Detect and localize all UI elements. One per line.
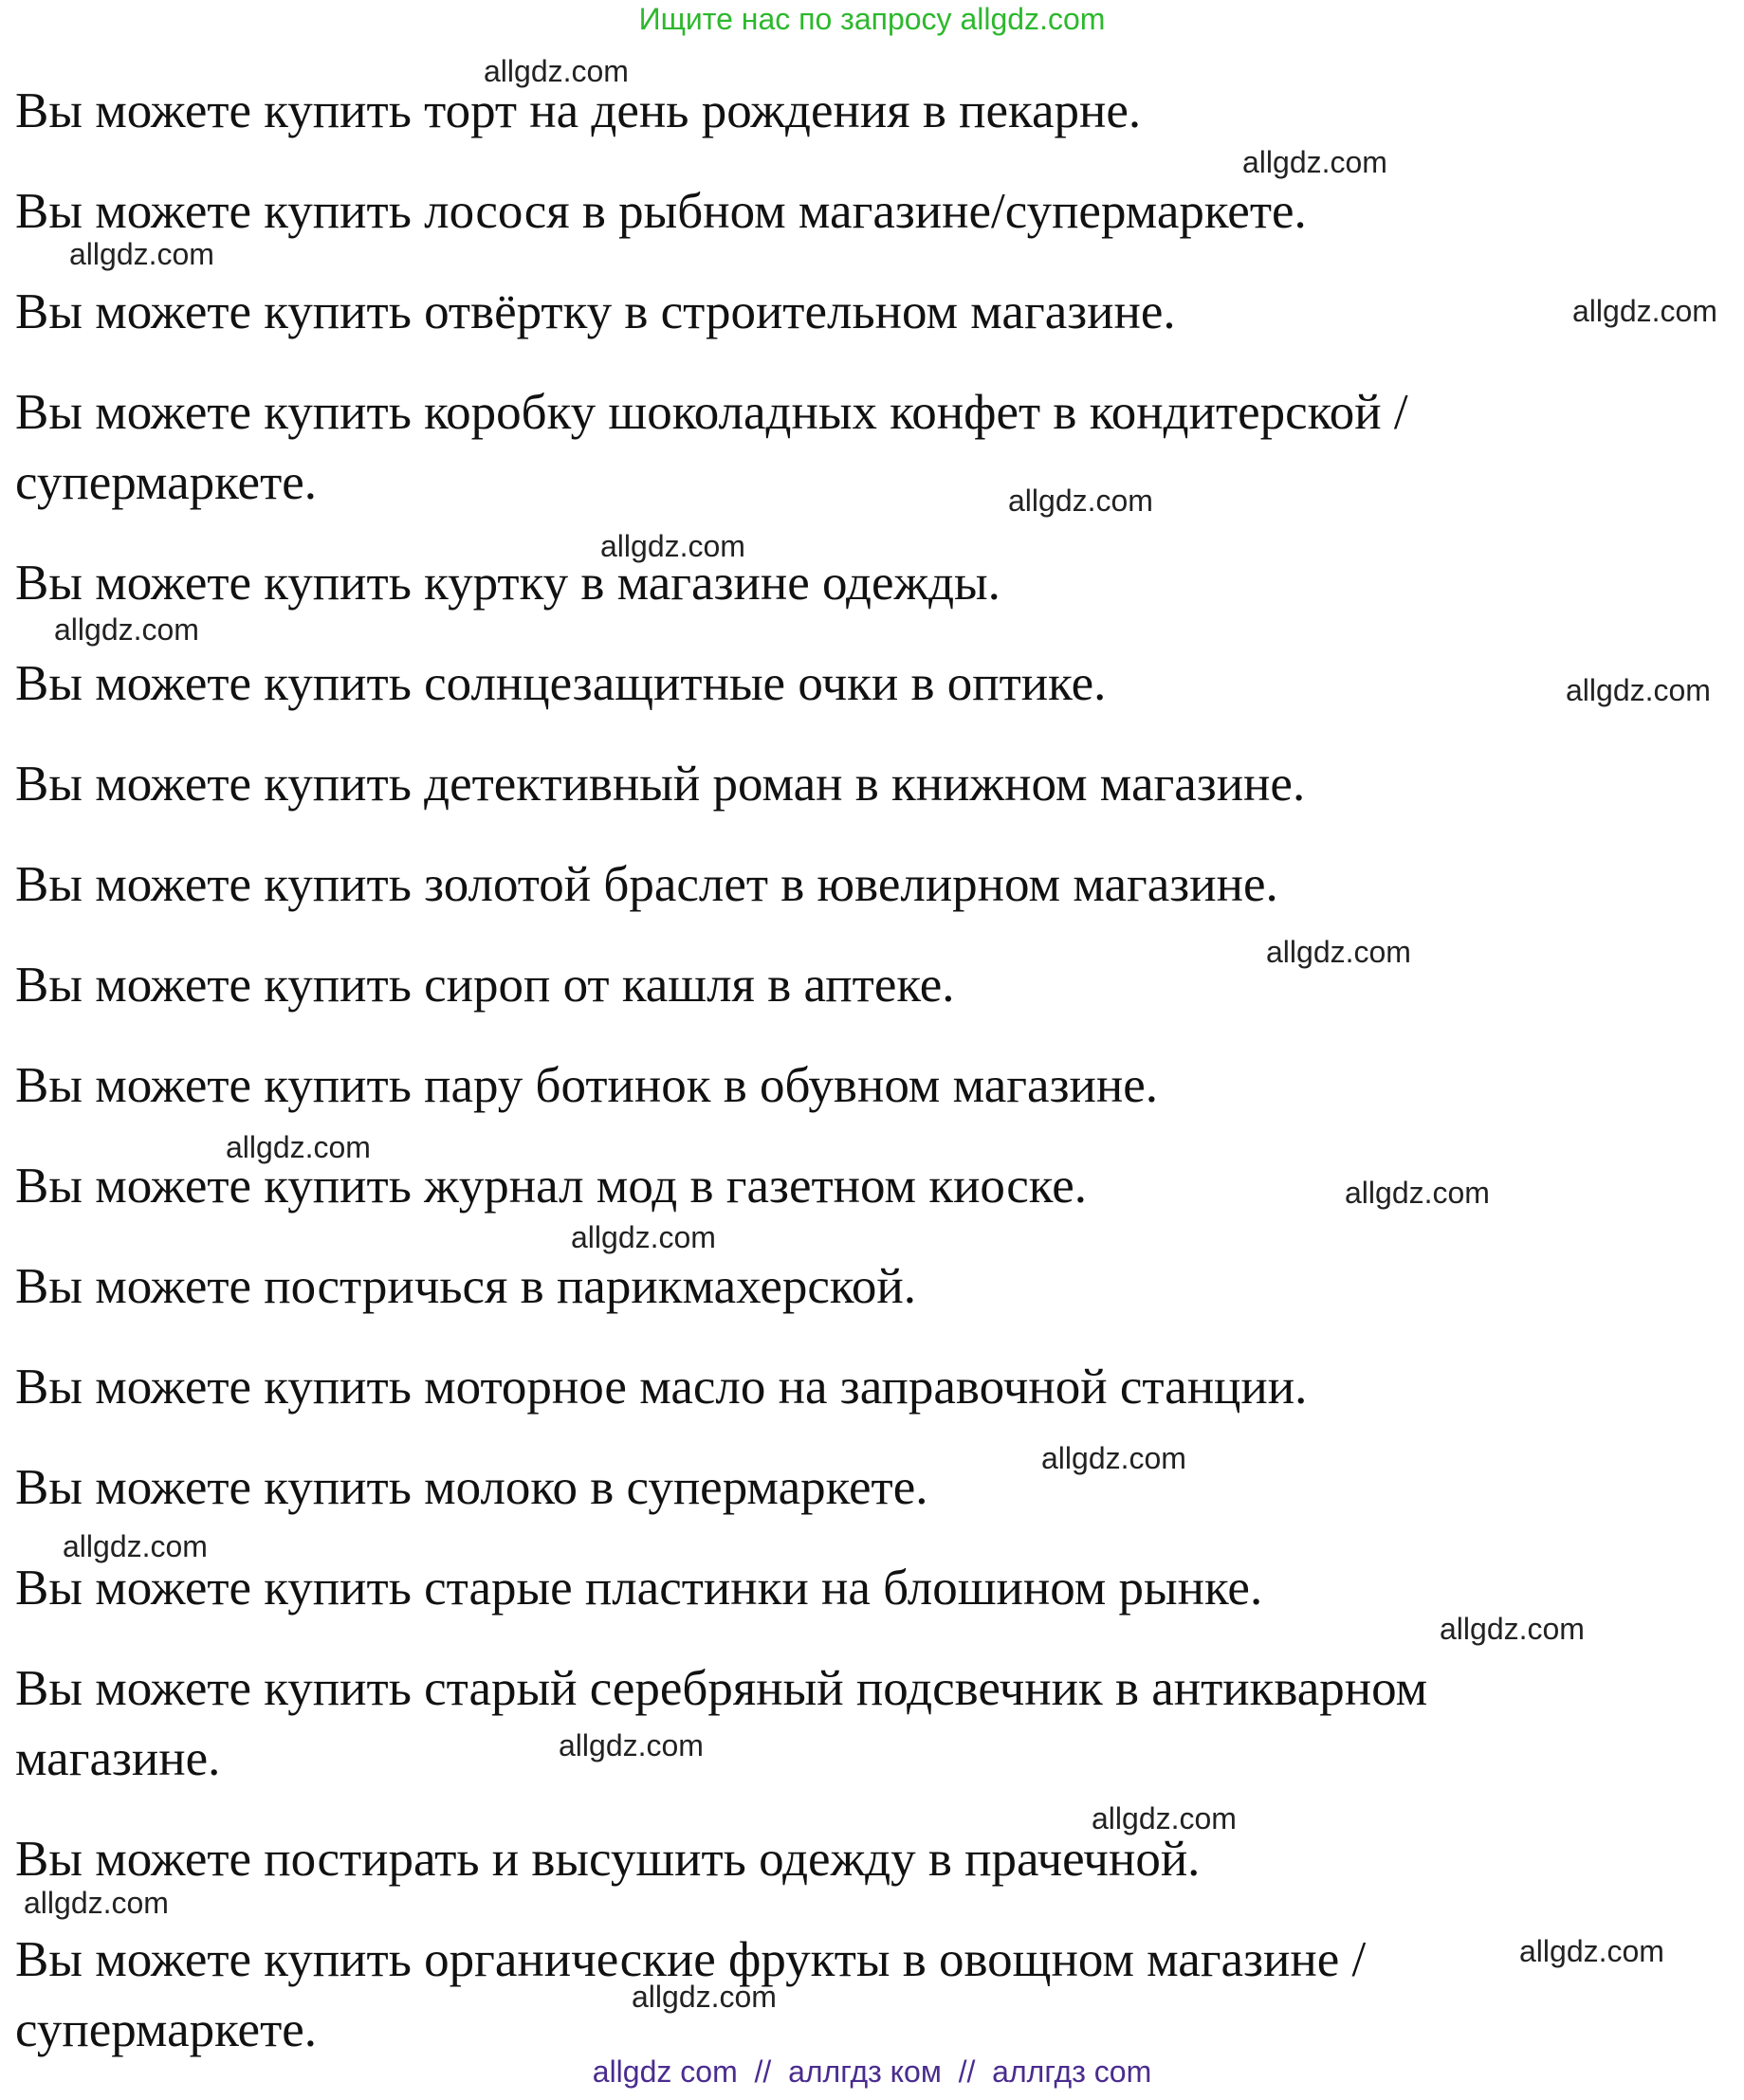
- answer-line-12: Вы можете постричься в парикмахерской.: [15, 1259, 917, 1314]
- answer-line-4-part-2: супермаркете.: [15, 455, 317, 510]
- answer-line-7: Вы можете купить детективный роман в книжном магазине.: [15, 757, 1306, 812]
- answer-line-2: Вы можете купить лосося в рыбном магазине/супермаркете.: [15, 184, 1307, 239]
- answer-line-3: Вы можете купить отвёртку в строительном магазине.: [15, 284, 1176, 339]
- watermark: allgdz.com: [1041, 1441, 1186, 1475]
- watermark: allgdz.com: [1440, 1612, 1585, 1646]
- answer-line-16: [15, 1653, 1722, 1824]
- watermark: allgdz.com: [1572, 294, 1717, 328]
- watermark: allgdz.com: [1345, 1176, 1490, 1210]
- watermark: allgdz.com: [63, 1529, 208, 1563]
- answer-line-18-part-2: супермаркете.: [15, 2002, 317, 2057]
- answer-list: [15, 76, 1722, 2095]
- answer-line-6: Вы можете купить солнцезащитные очки в оптике.: [15, 656, 1107, 711]
- answer-line-5: Вы можете купить куртку в магазине одежды.: [15, 556, 1001, 611]
- answer-line-14: Вы можете купить молоко в супермаркете.: [15, 1460, 928, 1515]
- answer-line-4: [15, 377, 1722, 548]
- watermark: allgdz.com: [1266, 935, 1411, 969]
- watermark: allgdz.com: [1519, 1934, 1664, 1968]
- answer-line-16-part-2: магазине.: [15, 1731, 221, 1786]
- watermark: allgdz.com: [1566, 673, 1711, 707]
- watermark: allgdz.com: [24, 1886, 169, 1920]
- watermark: allgdz.com: [1092, 1801, 1237, 1835]
- search-hint-header: Ищите нас по запросу allgdz.com: [638, 2, 1106, 36]
- footer-watermark: allgdz com // аллгдз ком // аллгдз com: [592, 2054, 1152, 2089]
- watermark: allgdz.com: [632, 1980, 777, 2014]
- watermark: allgdz.com: [484, 54, 629, 88]
- answer-line-8: Вы можете купить золотой браслет в ювелирном магазине.: [15, 857, 1278, 912]
- watermark: allgdz.com: [1242, 145, 1387, 179]
- answer-line-18-part-1: Вы можете купить органические фрукты в овощном магазине /: [15, 1932, 1367, 1987]
- answer-line-4-part-1: Вы можете купить коробку шоколадных конфет в кондитерской /: [15, 385, 1408, 440]
- watermark: allgdz.com: [571, 1220, 716, 1254]
- answer-line-11: Вы можете купить журнал мод в газетном киоске.: [15, 1159, 1087, 1214]
- answer-line-17: Вы можете постирать и высушить одежду в прачечной.: [15, 1832, 1201, 1887]
- answer-line-1: Вы можете купить торт на день рождения в пекарне.: [15, 83, 1142, 138]
- answer-line-16-part-1: Вы можете купить старый серебряный подсвечник в антикварном: [15, 1661, 1428, 1716]
- watermark: allgdz.com: [69, 237, 214, 271]
- watermark: allgdz.com: [226, 1130, 371, 1164]
- answer-line-15: Вы можете купить старые пластинки на блошином рынке.: [15, 1561, 1263, 1616]
- answer-line-9: Вы можете купить сироп от кашля в аптеке.: [15, 958, 955, 1013]
- watermark: allgdz.com: [1008, 484, 1153, 518]
- watermark: allgdz.com: [54, 612, 199, 647]
- watermark: allgdz.com: [559, 1728, 704, 1762]
- watermark: allgdz.com: [600, 529, 745, 563]
- answer-line-13: Вы можете купить моторное масло на заправочной станции.: [15, 1360, 1308, 1415]
- answer-line-10: Вы можете купить пару ботинок в обувном магазине.: [15, 1058, 1158, 1113]
